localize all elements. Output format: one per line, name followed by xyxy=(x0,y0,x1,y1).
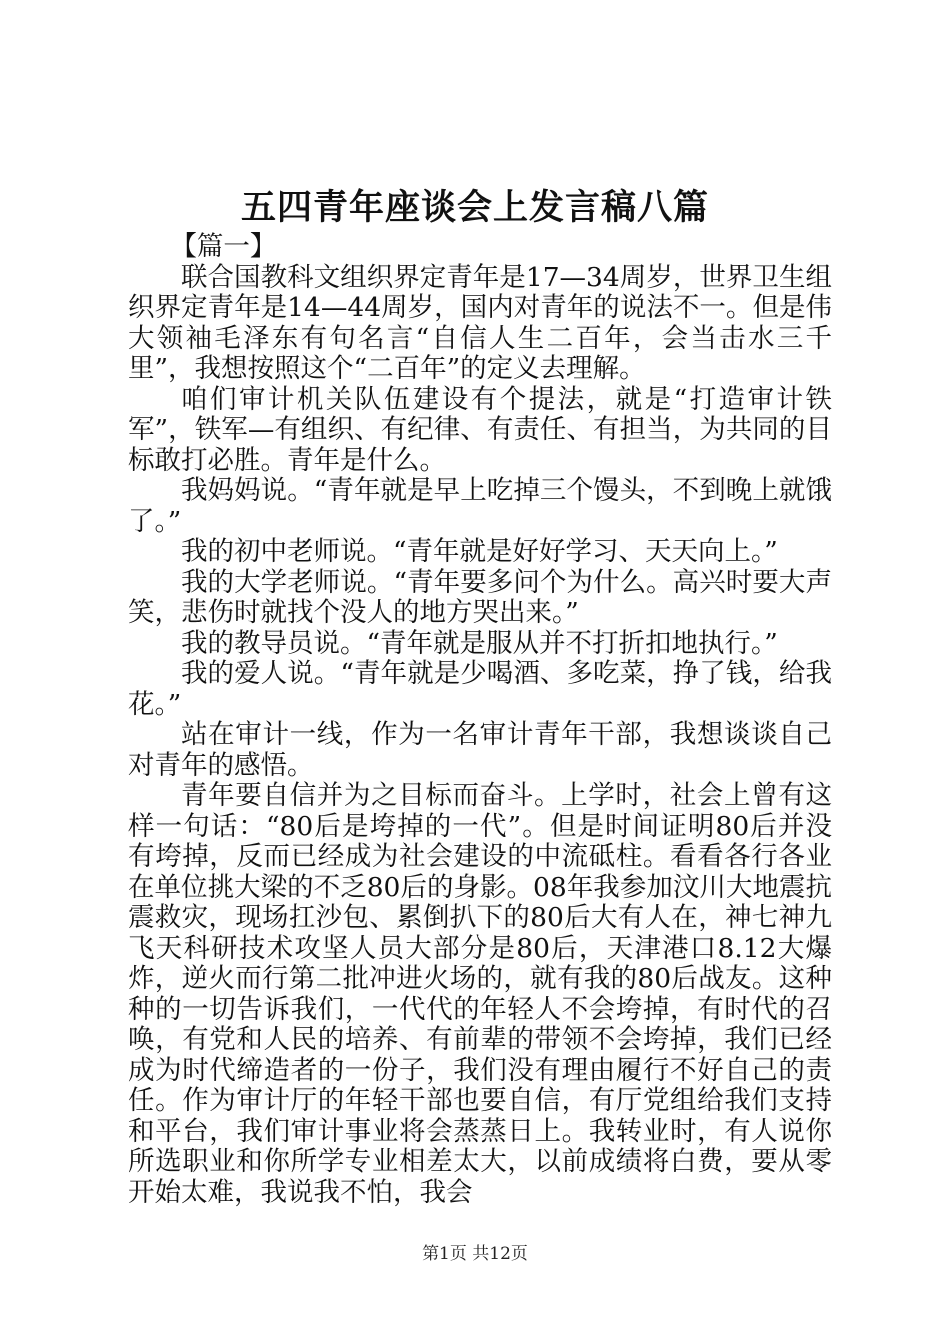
paragraph-8: 站在审计一线，作为一名审计青年干部，我想谈谈自己对青年的感悟。 xyxy=(128,719,832,781)
paragraph-1: 联合国教科文组织界定青年是17—34周岁，世界卫生组织界定青年是14—44周岁，国内对青年的说法不一。但是伟大领袖毛泽东有句名言“自信人生二百年，会当击水三千里”，我想按照这个“二百年”的定义去理解。 xyxy=(128,261,832,384)
paragraph-6: 我的教导员说。“青年就是服从并不打折扣地执行。” xyxy=(181,627,778,659)
document-body xyxy=(128,232,832,1208)
paragraph-9: 青年要自信并为之目标而奋斗。上学时，社会上曾有这样一句话：“80后是垮掉的一代”。但是时间证明80后并没有垮掉，反而已经成为社会建设的中流砥柱。看看各行各业在单位挑大梁的不乏80后的身影。08年我参加汶川大地震抗震救灾，现场扛沙包、累倒扒下的80后大有人在，神七神九飞天科研技术攻坚人员大部分是80后，天津港口8.12大爆炸，逆火而行第二批冲进火场的，就有我的80后战友。这种种的一切告诉我们，一代代的年轻人不会垮掉，有时代的召唤，有党和人民的培养、有前辈的带领不会垮掉，我们已经成为时代缔造者的一份子，我们没有理由履行不好自己的责任。作为审计厅的年轻干部也要自信，有厅党组给我们支持和平台，我们审计事业将会蒸蒸日上。我转业时，有人说你所选职业和你所学专业相差太大，以前成绩将白费，要从零开始太难，我说我不怕，我会 xyxy=(128,780,832,1208)
document-title: 五四青年座谈会上发言稿八篇 xyxy=(240,187,709,228)
section-heading: 【篇一】 xyxy=(170,231,277,262)
paragraph-2: 咱们审计机关队伍建设有个提法，就是“打造审计铁军”，铁军—有组织、有纪律、有责任、有担当，为共同的目标敢打必胜。青年是什么。 xyxy=(128,383,832,476)
paragraph-4: 我的初中老师说。“青年就是好好学习、天天向上。” xyxy=(181,536,778,567)
paragraph-7: 我的爱人说。“青年就是少喝酒、多吃菜，挣了钱，给我花。” xyxy=(128,658,832,720)
page-number-footer: 第1页 共12页 xyxy=(422,1244,528,1264)
paragraph-3: 我妈妈说。“青年就是早上吃掉三个馒头，不到晚上就饿了。” xyxy=(128,475,832,537)
paragraph-5: 我的大学老师说。“青年要多问个为什么。高兴时要大声笑，悲伤时就找个没人的地方哭出来。” xyxy=(128,566,832,628)
